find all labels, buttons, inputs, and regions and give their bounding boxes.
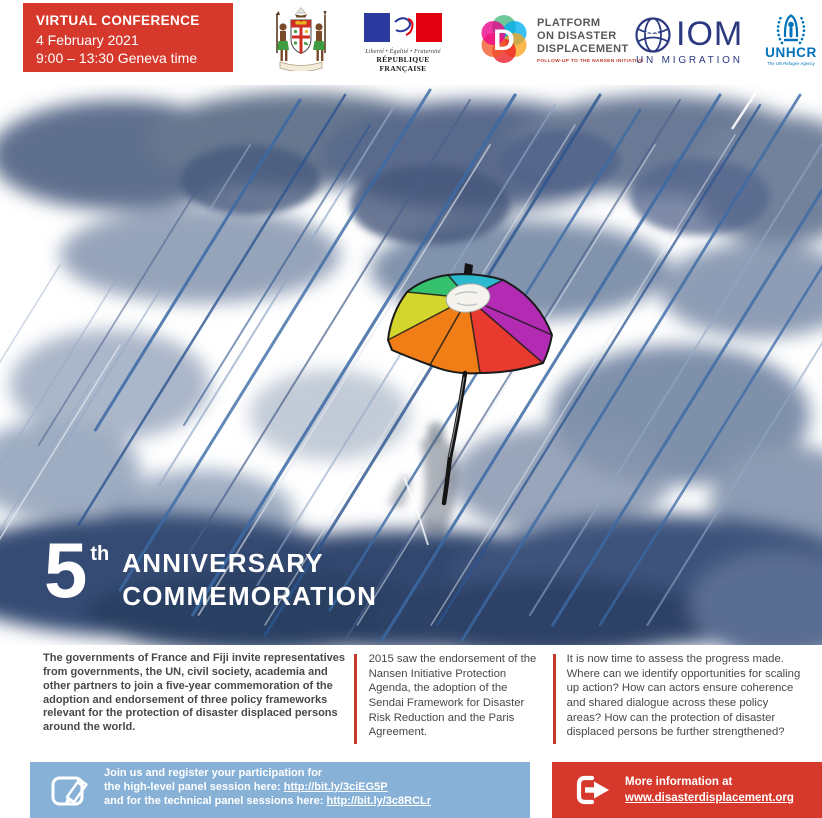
- column-divider: [553, 654, 556, 744]
- column-divider: [354, 654, 357, 744]
- event-info-box: [23, 3, 233, 72]
- high-level-panel-link[interactable]: http://bit.ly/3ciEG5P: [283, 780, 388, 793]
- fiji-coat-of-arms-logo: [270, 7, 332, 76]
- iom-tagline: UN MIGRATION: [636, 55, 743, 66]
- disasterdisplacement-link[interactable]: www.disasterdisplacement.org: [625, 792, 794, 805]
- register-bar: [30, 762, 530, 818]
- more-info-bar: [552, 762, 822, 818]
- column-intro: The governments of France and Fiji invite representatives from governments, the UN, civil society, academia and other partners to join a five-year commemoration of the adoption and endorsement of three policy frameworks relevant for the protection of disaster displaced persons around the world.: [43, 652, 345, 734]
- hero-line1: ANNIVERSARY: [122, 548, 324, 578]
- body-columns: [43, 652, 803, 744]
- pdd-line1: PLATFORM: [537, 17, 601, 29]
- fiji-emblem-icon: [270, 7, 332, 71]
- technical-panel-link[interactable]: http://bit.ly/3c8RCLr: [326, 794, 432, 807]
- anniversary-ordinal: th: [90, 543, 110, 565]
- unhcr-emblem-icon: [773, 8, 809, 46]
- france-flag-icon: [364, 13, 442, 42]
- event-title: VIRTUAL CONFERENCE: [36, 13, 200, 28]
- event-date: 4 February 2021: [36, 32, 139, 48]
- register-line3: [104, 795, 431, 809]
- iom-logo: [634, 16, 743, 66]
- pdd-tagline: FOLLOW-UP TO THE NANSEN INITIATIVE: [537, 58, 644, 64]
- info-prefix: More information at: [625, 776, 733, 788]
- hero-line2: COMMEMORATION: [122, 580, 378, 611]
- iom-globe-icon: [634, 16, 672, 54]
- pdd-flower-icon: [478, 13, 530, 65]
- column-frameworks: 2015 saw the endorsement of the Nansen Initiative Protection Agenda, the adoption of the Sendai Framework for Disaster Risk Reduction and the Paris Agreement.: [368, 653, 537, 739]
- svg-text:D: D: [493, 24, 515, 57]
- register-line3-prefix: and for the technical panel sessions here:: [104, 794, 327, 807]
- anniversary-number: 5: [44, 526, 88, 614]
- iom-acronym: IOM: [676, 14, 744, 53]
- register-pencil-icon: [50, 770, 92, 810]
- event-time: 9:00 – 13:30 Geneva time: [36, 49, 198, 66]
- france-name: RÉPUBLIQUE FRANÇAISE: [376, 55, 430, 73]
- column-questions: It is now time to assess the progress made. Where can we identify opportunities for scaling up action? How can actors ensure coherence and shared dialogue across these policy areas? How can the protection of disaster displaced persons be further strengthened?: [566, 653, 801, 739]
- register-line2: [104, 781, 431, 795]
- register-line2-prefix: the high-level panel session here:: [104, 780, 284, 793]
- france-motto: Liberté • Égalité • Fraternité: [365, 49, 441, 55]
- pdd-logo: [478, 13, 644, 65]
- hero-title: [44, 526, 378, 614]
- unhcr-tagline: The UN Refugee Agency: [767, 60, 815, 66]
- pdd-line3: DISPLACEMENT: [537, 42, 629, 55]
- unhcr-logo: [762, 8, 820, 66]
- france-republic-logo: [361, 13, 445, 73]
- arrow-exit-icon: [574, 773, 612, 807]
- register-line1: Join us and register your participation for: [104, 767, 323, 779]
- pdd-line2: ON DISASTER: [537, 29, 617, 42]
- unhcr-acronym: UNHCR: [765, 45, 817, 60]
